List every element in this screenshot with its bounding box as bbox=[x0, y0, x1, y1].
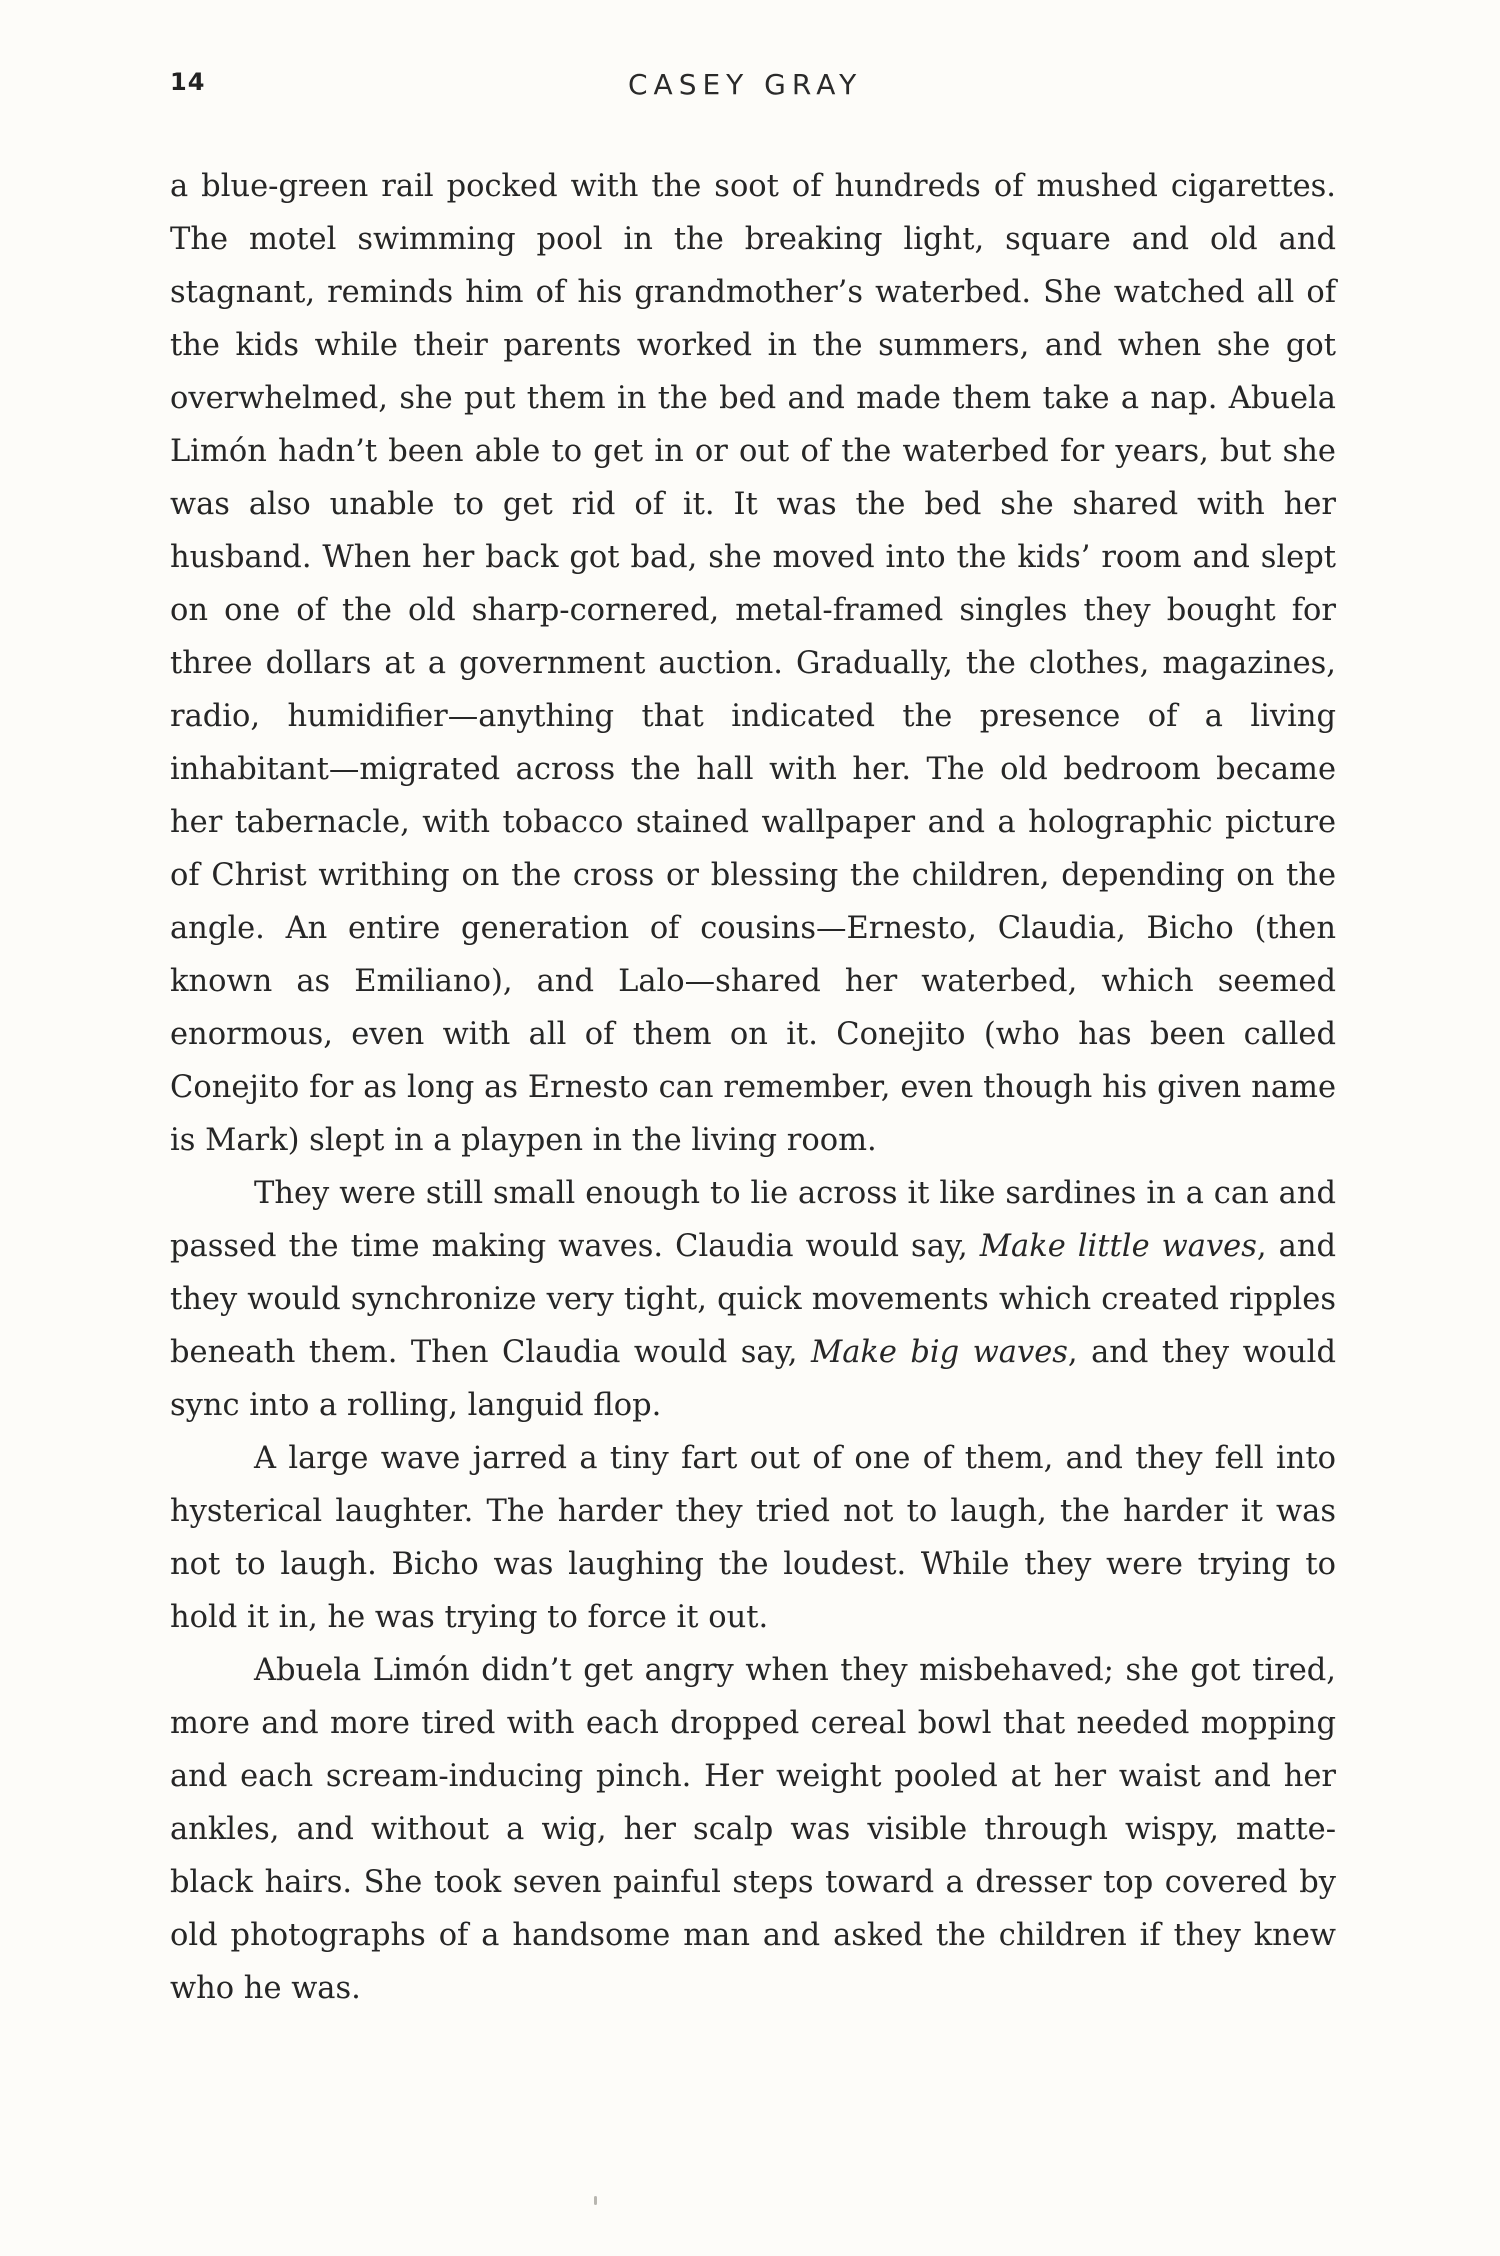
running-head bbox=[170, 62, 1330, 112]
paper-speck bbox=[594, 2196, 597, 2205]
paragraph-laughter bbox=[170, 1432, 1336, 1644]
paragraph-text: , and they would synchronize very tight, quick movements which created ripples beneath them. Then Claudia would say, bbox=[170, 1229, 1336, 1370]
page-number: 14 bbox=[170, 68, 206, 96]
paragraph-abuela bbox=[170, 1644, 1336, 2015]
paragraph-text: A large wave jarred a tiny fart out of one of them, and they fell into hysterical laughter. The harder they tried not to laugh, the harder it was not to laugh. Bicho was laughing the loudest. While they were trying to hold it in, he was trying to force it out. bbox=[170, 1441, 1336, 1635]
paragraph-text: , and they would sync into a rolling, languid flop. bbox=[170, 1335, 1336, 1423]
paragraph-continued bbox=[170, 160, 1336, 1167]
paragraph-text: a blue-green rail pocked with the soot of hundreds of mushed cigarettes. The motel swimming pool in the breaking light, square and old and stagnant, reminds him of his grandmother’s waterbed. She watched all of the kids while their parents worked in the summers, and when she got overwhelmed, she put them in the bed and made them take a nap. Abuela Limón hadn’t been able to get in or out of the waterbed for years, but she was also unable to get rid of it. It was the bed she shared with her husband. When her back got bad, she moved into the kids’ room and slept on one of the old sharp-cornered, metal-framed singles they bought for three dollars at a government auction. Gradually, the clothes, magazines, radio, humidifier—anything that indicated the presence of a living inhabitant—migrated across the hall with her. The old bedroom became her tabernacle, with tobacco stained wallpaper and a holographic picture of Christ writhing on the cross or blessing the children, depending on the angle. An entire generation of cousins—Ernesto, Claudia, Bicho (then known as Emiliano), and Lalo—shared her waterbed, which seemed enormous, even with all of them on it. Conejito (who has been called Conejito for as long as Ernesto can remember, even though his given name is Mark) slept in a playpen in the living room. bbox=[170, 169, 1336, 1158]
running-title: CASEY GRAY bbox=[628, 68, 863, 101]
paragraph-waves bbox=[170, 1167, 1336, 1432]
paragraph-text: Abuela Limón didn’t get angry when they misbehaved; she got tired, more and more tired with each dropped cereal bowl that needed mopping and each scream-inducing pinch. Her weight pooled at her waist and her ankles, and without a wig, her scalp was visible through wispy, matte-black hairs. She took seven painful steps toward a dresser top covered by old photographs of a handsome man and asked the children if they knew who he was. bbox=[170, 1653, 1336, 2006]
italic-phrase-big-waves: Make big waves bbox=[810, 1335, 1068, 1370]
italic-phrase-little-waves: Make little waves bbox=[979, 1229, 1257, 1264]
paragraph-text: They were still small enough to lie across it like sardines in a can and passed the time making waves. Claudia would say, bbox=[170, 1176, 1336, 1264]
body-text bbox=[170, 160, 1336, 2015]
